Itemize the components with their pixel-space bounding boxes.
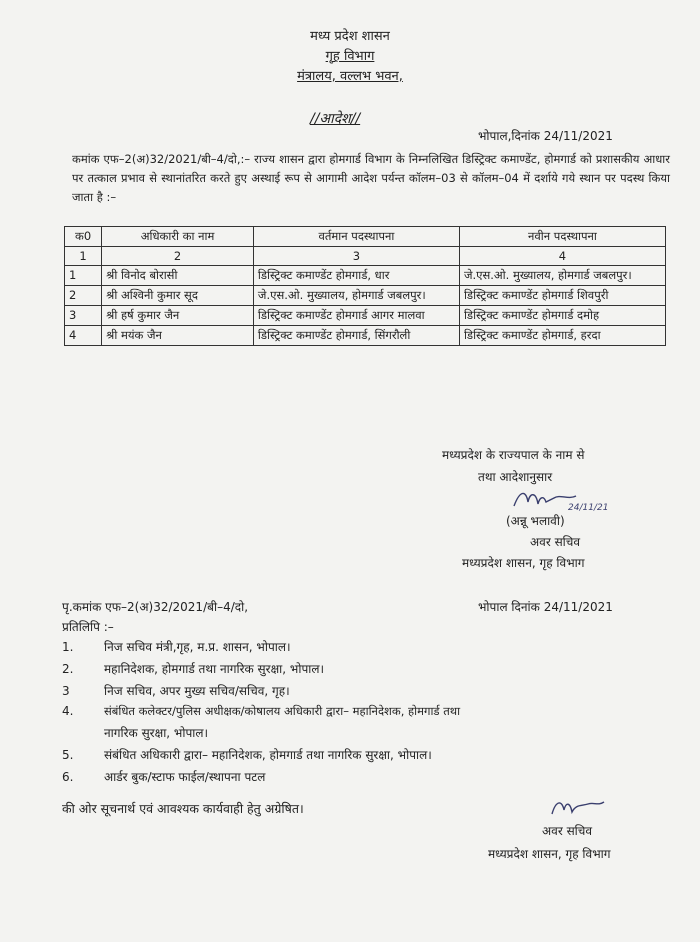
table-row (65, 286, 666, 306)
signature-date: 24/11/21 (568, 503, 609, 513)
new-posting-cell: डिस्ट्रिक्ट कमाण्डेंट होमगार्ड शिवपुरी (459, 286, 665, 306)
column-header: क0 (65, 227, 102, 247)
signatory-department: मध्यप्रदेश शासन, गृह विभाग (462, 556, 585, 570)
serial-cell: 1 (65, 266, 102, 286)
second-signature-mark (548, 796, 608, 820)
new-posting-cell: डिस्ट्रिक्ट कमाण्डेंट होमगार्ड, हरदा (459, 326, 665, 346)
column-header: वर्तमान पदस्थापना (253, 227, 459, 247)
serial-cell: 4 (65, 326, 102, 346)
table-header-row (65, 227, 666, 247)
list-item: 4. संबंधित कलेक्टर/पुलिस अधीक्षक/कोषालय अधिकारी द्वारा– महानिदेशक, होमगार्ड तथा (62, 704, 461, 718)
serial-cell: 2 (65, 286, 102, 306)
list-item: 6. आर्डर बुक/स्टाफ फाईल/स्थापना पटल (62, 770, 266, 784)
officer-name-cell: श्री विनोद बोरासी (102, 266, 254, 286)
signatory-designation: अवर सचिव (530, 535, 581, 549)
order-place-date: भोपाल,दिनांक 24/11/2021 (478, 129, 613, 143)
copy-designation: अवर सचिव (542, 824, 593, 838)
header-ministry: मंत्रालय, वल्लभ भवन, (297, 69, 403, 84)
officer-name-cell: श्री अश्विनी कुमार सूद (102, 286, 254, 306)
table-row (65, 306, 666, 326)
signature-mark (510, 486, 609, 514)
current-posting-cell: डिस्ट्रिक्ट कमाण्डेंट होमगार्ड आगर मालवा (253, 306, 459, 326)
current-posting-cell: डिस्ट्रिक्ट कमाण्डेंट होमगार्ड, धार (253, 266, 459, 286)
column-number: 1 (65, 247, 102, 266)
signatory-name: (अन्नू भलावी) (506, 514, 565, 528)
transfer-table (64, 226, 666, 346)
column-number: 2 (102, 247, 254, 266)
order-body-text: कमांक एफ–2(अ)32/2021/बी–4/दो,:– राज्य शासन द्वारा होमगार्ड विभाग के निम्नलिखित डिस्ट्रिक्ट कमाण्डेंट, होमगार्ड को प्रशासकीय आधार पर तत्काल प्रभाव से स्थानांतरित करते हुए अस्थाई रूप से आगामी आदेश पर्यन्त कॉलम–03 से कॉलम–04 में दर्शाये गये स्थान पर पदस्थ किया जाता है :– (72, 152, 670, 204)
copy-label: प्रतिलिपि :– (62, 620, 114, 634)
list-item: 5. संबंधित अधिकारी द्वारा– महानिदेशक, होमगार्ड तथा नागरिक सुरक्षा, भोपाल। (62, 748, 432, 762)
current-posting-cell: डिस्ट्रिक्ट कमाण्डेंट होमगार्ड, सिंगरौली (253, 326, 459, 346)
table-row (65, 266, 666, 286)
column-number: 4 (459, 247, 665, 266)
copy-reference-number: पृ.कमांक एफ–2(अ)32/2021/बी–4/दो, (62, 600, 249, 614)
order-title: //आदेश// (310, 111, 361, 127)
new-posting-cell: जे.एस.ओ. मुख्यालय, होमगार्ड जबलपुर। (459, 266, 665, 286)
new-posting-cell: डिस्ट्रिक्ट कमाण्डेंट होमगार्ड दमोह (459, 306, 665, 326)
header-govt: मध्य प्रदेश शासन (310, 29, 390, 44)
copy-reference-date: भोपाल दिनांक 24/11/2021 (478, 600, 613, 614)
by-order-line: तथा आदेशानुसार (478, 470, 553, 484)
forwarding-note: की ओर सूचनार्थ एवं आवश्यक कार्यवाही हेतु अग्रेषित। (62, 801, 304, 816)
current-posting-cell: जे.एस.ओ. मुख्यालय, होमगार्ड जबलपुर। (253, 286, 459, 306)
list-item: 3 निज सचिव, अपर मुख्य सचिव/सचिव, गृह। (62, 684, 290, 698)
header-department: गृह विभाग (325, 49, 375, 64)
column-header: अधिकारी का नाम (102, 227, 254, 247)
table-row (65, 326, 666, 346)
officer-name-cell: श्री हर्ष कुमार जैन (102, 306, 254, 326)
serial-cell: 3 (65, 306, 102, 326)
list-item: 1. निज सचिव मंत्री,गृह, म.प्र. शासन, भोपाल। (62, 640, 291, 654)
list-item-continuation: नागरिक सुरक्षा, भोपाल। (104, 726, 209, 740)
column-number-row (65, 247, 666, 266)
list-item: 2. महानिदेशक, होमगार्ड तथा नागरिक सुरक्षा, भोपाल। (62, 662, 325, 676)
copy-department: मध्यप्रदेश शासन, गृह विभाग (488, 847, 611, 861)
governor-order-line: मध्यप्रदेश के राज्यपाल के नाम से (442, 448, 585, 462)
officer-name-cell: श्री मयंक जैन (102, 326, 254, 346)
column-header: नवीन पदस्थापना (459, 227, 665, 247)
column-number: 3 (253, 247, 459, 266)
